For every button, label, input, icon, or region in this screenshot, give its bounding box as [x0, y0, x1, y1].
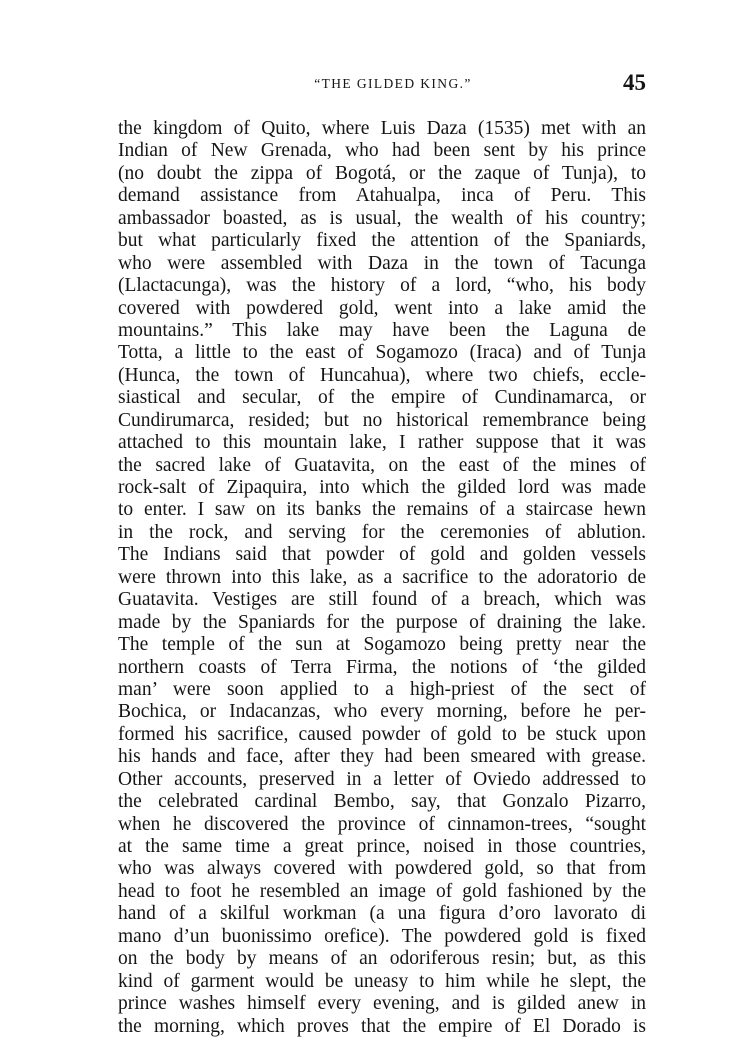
text-line: the sacred lake of Guatavita, on the east of the mines of [118, 454, 646, 476]
text-line: to enter. I saw on its banks the remains of a staircase hewn [118, 499, 646, 521]
text-line: when he discovered the province of cinnamon-trees, “sought [118, 813, 646, 835]
text-line: the kingdom of Quito, where Luis Daza (1535) met with an [118, 118, 646, 139]
text-line: Bochica, or Indacanzas, who every morning, before he per- [118, 701, 646, 723]
text-line: hand of a skilful workman (a una figura d’oro lavorato di [118, 903, 646, 925]
text-line: who were assembled with Daza in the town of Tacunga [118, 252, 646, 274]
text-line: Totta, a little to the east of Sogamozo (Iraca) and of Tunja [118, 342, 646, 364]
running-title: “THE GILDED KING.” [314, 76, 472, 91]
text-line: who was always covered with powdered gold, so that from [118, 858, 646, 880]
page-header [118, 70, 646, 100]
text-line: but what particularly fixed the attention of the Spaniards, [118, 230, 646, 252]
text-line: kind of garment would be uneasy to him while he slept, the [118, 970, 646, 992]
text-line: attached to this mountain lake, I rather suppose that it was [118, 432, 646, 454]
text-line: prince washes himself every evening, and is gilded anew in [118, 993, 646, 1015]
text-line: rock-salt of Zipaquira, into which the gilded lord was made [118, 477, 646, 498]
page-number: 45 [623, 70, 646, 95]
text-line: Guatavita. Vestiges are still found of a breach, which was [118, 589, 646, 611]
text-line: (Llactacunga), was the history of a lord, “who, his body [118, 275, 646, 297]
text-line: his hands and face, after they had been smeared with grease. [118, 746, 646, 768]
text-line: the celebrated cardinal Bembo, say, that Gonzalo Pizarro, [118, 791, 646, 813]
text-line: man’ were soon applied to a high-priest of the sect of [118, 678, 646, 700]
text-line: Indian of New Grenada, who had been sent by his prince [118, 140, 646, 162]
text-line: were thrown into this lake, as a sacrifice to the adoratorio de [118, 566, 646, 588]
text-line: in the rock, and serving for the ceremonies of ablution. [118, 521, 646, 543]
text-line: (no doubt the zippa of Bogotá, or the zaque of Tunja), to [118, 162, 646, 184]
text-line: northern coasts of Terra Firma, the notions of ‘the gilded [118, 656, 646, 678]
text-line: The temple of the sun at Sogamozo being pretty near the [118, 634, 646, 656]
text-line: mano d’un buonissimo orefice). The powdered gold is fixed [118, 925, 646, 947]
text-line: covered with powdered gold, went into a lake amid the [118, 297, 646, 319]
text-line: mountains.” This lake may have been the Laguna de [118, 319, 646, 341]
text-line: siastical and secular, of the empire of Cundinamarca, or [118, 387, 646, 409]
text-line: head to foot he resembled an image of gold fashioned by the [118, 880, 646, 902]
text-line: Cundirumarca, resided; but no historical remembrance being [118, 409, 646, 431]
text-line: (Hunca, the town of Huncahua), where two chiefs, eccle- [118, 364, 646, 386]
body-text [118, 118, 646, 1038]
text-line: made by the Spaniards for the purpose of draining the lake. [118, 611, 646, 633]
text-line: ambassador boasted, as is usual, the wealth of his country; [118, 207, 646, 229]
text-line: the morning, which proves that the empire of El Dorado is [118, 1015, 646, 1037]
text-line: Other accounts, preserved in a letter of Oviedo addressed to [118, 768, 646, 790]
text-line: demand assistance from Atahualpa, inca of Peru. This [118, 185, 646, 207]
text-line: formed his sacrifice, caused powder of gold to be stuck upon [118, 723, 646, 745]
text-line: The Indians said that powder of gold and golden vessels [118, 544, 646, 566]
text-line: at the same time a great prince, noised in those countries, [118, 836, 646, 857]
text-line: on the body by means of an odoriferous resin; but, as this [118, 948, 646, 970]
